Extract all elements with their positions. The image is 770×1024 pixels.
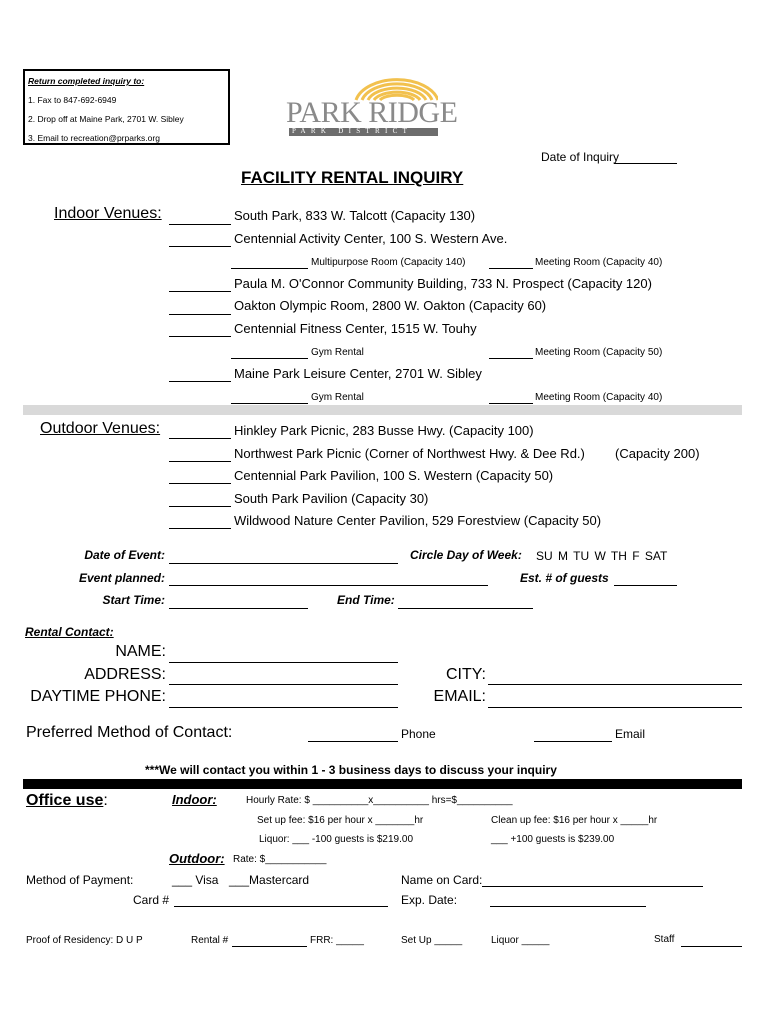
rental-number-label: Rental #: [191, 935, 229, 946]
park-ridge-logo: [286, 72, 458, 136]
card-number-field[interactable]: [174, 906, 388, 907]
section-divider: [23, 405, 742, 415]
venue-south-park-pavilion: South Park Pavilion (Capacity 30): [234, 491, 429, 506]
proof-of-residency: Proof of Residency: D U P: [26, 935, 143, 946]
venue-checkbox-line[interactable]: [231, 358, 308, 359]
sub-gym-rental: Gym Rental: [311, 392, 364, 403]
liquor-short-field: Liquor _____: [491, 935, 550, 946]
email-option: Email: [615, 727, 646, 741]
venue-northwest-park: Northwest Park Picnic (Corner of Northwest Hwy. & Dee Rd.): [234, 446, 585, 461]
mastercard-option[interactable]: ___Mastercard: [229, 873, 310, 887]
venue-checkbox-line[interactable]: [169, 224, 231, 225]
return-item-dropoff: 2. Drop off at Maine Park, 2701 W. Sibley: [28, 114, 184, 124]
email-field[interactable]: [488, 707, 742, 708]
end-time-label: End Time:: [337, 593, 395, 607]
sub-meeting-room: Meeting Room (Capacity 40): [535, 392, 663, 403]
sub-multipurpose-room: Multipurpose Room (Capacity 140): [311, 257, 466, 268]
venue-checkbox-line[interactable]: [169, 506, 231, 507]
return-instructions-box: [23, 69, 230, 145]
venue-checkbox-line[interactable]: [169, 291, 231, 292]
setup-fee: Set up fee: $16 per hour x _______hr: [257, 815, 424, 826]
rental-number-field[interactable]: [232, 946, 307, 947]
preferred-contact-label: Preferred Method of Contact:: [26, 724, 233, 741]
payment-method-label: Method of Payment:: [26, 873, 134, 887]
name-field[interactable]: [169, 662, 398, 663]
cleanup-fee: Clean up fee: $16 per hour x _____hr: [491, 815, 658, 826]
sub-meeting-room: Meeting Room (Capacity 40): [535, 257, 663, 268]
outdoor-rate: Rate: $___________: [233, 854, 327, 865]
venue-hinkley: Hinkley Park Picnic, 283 Busse Hwy. (Capacity 100): [234, 423, 534, 438]
venue-checkbox-line[interactable]: [489, 403, 533, 404]
guests-label: Est. # of guests: [520, 571, 609, 585]
days-of-week[interactable]: SU M TU W TH F SAT: [536, 549, 668, 563]
visa-option[interactable]: ___ Visa: [172, 873, 219, 887]
return-item-fax: 1. Fax to 847-692-6949: [28, 95, 117, 105]
staff-label: Staff: [654, 934, 675, 945]
exp-date-label: Exp. Date:: [401, 893, 458, 907]
venue-oconnor: Paula M. O'Connor Community Building, 733 N. Prospect (Capacity 120): [234, 276, 652, 291]
phone-option: Phone: [401, 727, 436, 741]
venue-centennial-fitness: Centennial Fitness Center, 1515 W. Touhy: [234, 321, 477, 336]
hourly-rate: Hourly Rate: $ __________x__________ hrs=$__________: [246, 795, 513, 806]
name-on-card-field[interactable]: [482, 886, 703, 887]
sub-gym-rental: Gym Rental: [311, 347, 364, 358]
sub-meeting-room: Meeting Room (Capacity 50): [535, 347, 663, 358]
circle-day-label: Circle Day of Week:: [410, 548, 522, 562]
liquor-under-100: Liquor: ___ -100 guests is $219.00: [259, 834, 413, 845]
logo-text: PARK RIDGE: [286, 96, 458, 129]
email-label: EMAIL:: [433, 688, 486, 705]
northwest-capacity: (Capacity 200): [615, 446, 700, 461]
venue-checkbox-line[interactable]: [169, 483, 231, 484]
office-divider: [23, 779, 742, 789]
date-of-inquiry-field[interactable]: [614, 163, 677, 164]
card-number-label: Card #: [133, 893, 170, 907]
venue-checkbox-line[interactable]: [489, 358, 533, 359]
frr-field: FRR: _____: [310, 935, 364, 946]
name-label: NAME:: [115, 643, 166, 660]
setup-short-field: Set Up _____: [401, 935, 463, 946]
address-field[interactable]: [169, 684, 398, 685]
staff-field[interactable]: [681, 946, 742, 947]
logo-subtext: PARK DISTRICT: [292, 127, 413, 135]
page-title: FACILITY RENTAL INQUIRY: [241, 168, 464, 187]
date-of-event-label: Date of Event:: [84, 548, 165, 562]
office-use-label: [26, 792, 108, 810]
venue-checkbox-line[interactable]: [489, 268, 533, 269]
liquor-over-100: ___ +100 guests is $239.00: [491, 834, 615, 845]
phone-label: DAYTIME PHONE:: [30, 688, 166, 705]
outdoor-venues-label: Outdoor Venues:: [40, 420, 161, 437]
email-option-line[interactable]: [534, 741, 612, 742]
start-time-label: Start Time:: [102, 593, 165, 607]
office-outdoor-label: Outdoor:: [169, 851, 225, 866]
address-label: ADDRESS:: [84, 666, 166, 683]
office-use-text: Office use: [26, 792, 104, 809]
date-of-inquiry-label: Date of Inquiry: [541, 150, 620, 164]
city-field[interactable]: [488, 684, 742, 685]
event-planned-field[interactable]: [169, 585, 488, 586]
name-on-card-label: Name on Card:: [401, 873, 483, 887]
venue-centennial-pavilion: Centennial Park Pavilion, 100 S. Western (Capacity 50): [234, 468, 554, 483]
venue-checkbox-line[interactable]: [231, 403, 308, 404]
venue-checkbox-line[interactable]: [169, 246, 231, 247]
phone-option-line[interactable]: [308, 741, 398, 742]
contact-notice: ***We will contact you within 1 - 3 business days to discuss your inquiry: [145, 763, 557, 777]
venue-checkbox-line[interactable]: [169, 461, 231, 462]
venue-checkbox-line[interactable]: [169, 528, 231, 529]
venue-checkbox-line[interactable]: [169, 381, 231, 382]
guests-field[interactable]: [614, 585, 677, 586]
office-indoor-label: Indoor:: [172, 792, 217, 807]
return-title: Return completed inquiry to:: [28, 76, 145, 86]
venue-maine-park: Maine Park Leisure Center, 2701 W. Sibley: [234, 366, 482, 381]
rental-contact-heading: Rental Contact:: [25, 625, 114, 639]
phone-field[interactable]: [169, 707, 398, 708]
venue-checkbox-line[interactable]: [231, 268, 308, 269]
exp-date-field[interactable]: [490, 906, 646, 907]
event-planned-label: Event planned:: [78, 571, 165, 585]
office-use-colon: :: [103, 792, 108, 809]
return-item-email: 3. Email to recreation@prparks.org: [28, 133, 160, 143]
venue-centennial-activity: Centennial Activity Center, 100 S. Western Ave.: [234, 231, 508, 246]
city-label: CITY:: [445, 666, 486, 683]
venue-south-park: South Park, 833 W. Talcott (Capacity 130): [234, 208, 476, 223]
indoor-venues-label: Indoor Venues:: [54, 205, 162, 222]
venue-checkbox-line[interactable]: [169, 438, 231, 439]
date-of-event-field[interactable]: [169, 563, 398, 564]
start-time-field[interactable]: [169, 608, 308, 609]
venue-wildwood: Wildwood Nature Center Pavilion, 529 Forestview (Capacity 50): [234, 513, 602, 528]
venue-oakton: Oakton Olympic Room, 2800 W. Oakton (Capacity 60): [234, 298, 547, 313]
venue-checkbox-line[interactable]: [169, 314, 231, 315]
venue-checkbox-line[interactable]: [169, 336, 231, 337]
end-time-field[interactable]: [398, 608, 533, 609]
